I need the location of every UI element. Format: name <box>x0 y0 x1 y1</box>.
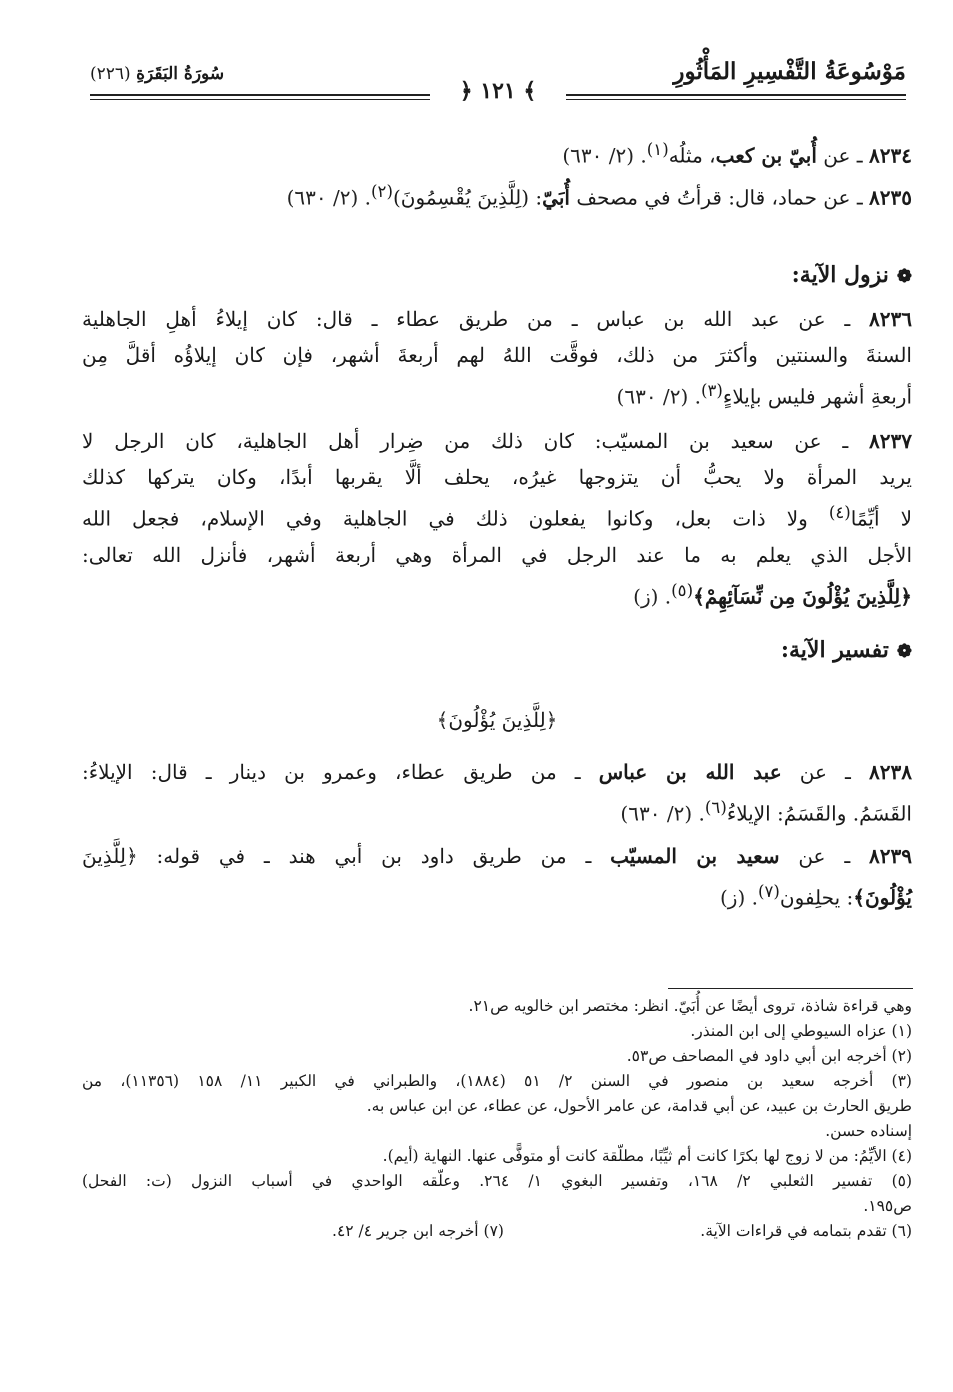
flower-ornament-icon: ❁ <box>896 266 912 288</box>
narration-number: ٨٢٣٧ <box>869 428 912 453</box>
narration-text: ـ عن سعيد بن المسيّب: كان ذلك من ضِرار أهل الجاهلية، كان الرجل لا <box>82 428 870 453</box>
narration-8237-line4: الأجل الذي يعلم به ما عند الرجل في المرأة وهي أربعة أشهر، فأنزل الله تعالى: <box>82 542 912 567</box>
narration-text: : (لِلَّذِينَ يُقْسِمُونَ) <box>393 185 543 210</box>
narration-text: ـ عن عبد الله بن عباس ـ من طريق عطاء ـ قال: كان إيلاءُ أهلِ الجاهلية <box>82 307 870 332</box>
volume-ref: . (ز) <box>719 885 758 910</box>
narration-8237-line1 <box>82 423 912 459</box>
page-header <box>90 58 906 118</box>
section-heading-tafsir <box>82 630 912 672</box>
footnote-2: (٢) أخرجه ابن أبي داود في المصاحف ص٥٣. <box>626 1047 912 1065</box>
footnote-7: (٧) أخرجه ابن جرير ٤/ ٤٢. <box>332 1222 504 1240</box>
narrator-name: عبد الله بن عباس <box>598 760 782 785</box>
footnote-3-line3: إسناده حسن. <box>825 1122 912 1140</box>
narration-number: ٨٢٣٦ <box>869 307 912 332</box>
footnote-6: (٦) تقدم بتمامه في قراءات الآية. <box>700 1222 912 1240</box>
section-title: نزول الآية: <box>791 262 889 289</box>
footnote-marker: (٥) <box>671 580 694 600</box>
narration-8236-line3 <box>82 373 912 415</box>
narration-text: لا أيِّمًا <box>850 506 913 531</box>
book-title: مَوْسُوعَةُ التَّفْسِيرِ المَأْثُورِ <box>673 58 906 85</box>
narration-text: ـ عن <box>779 843 870 868</box>
narration-8238-line1 <box>82 754 912 790</box>
narration-8235 <box>82 174 912 216</box>
narration-number: ٨٢٣٩ <box>869 843 912 868</box>
narration-8238-line2 <box>82 790 912 832</box>
footnote-marker: (٤) <box>828 502 851 522</box>
narration-8236-line2: السنةَ والسنتين وأكثرَ من ذلك، فوقَّت اللهُ لهم أربعةَ أشهر، فإن كان إيلاؤُه أقلَّ مِن <box>82 343 912 368</box>
footnote-4: (٤) الأيِّمُ: من لا زوج لها بكرًا كانت أم ثيِّبًا، مطلّقة كانت أو متوفًّى عنها. النهاية (أيم). <box>382 1147 912 1165</box>
footnote-5-line2: ص١٩٥. <box>863 1197 912 1215</box>
narration-text: ـ من طريق عطاء، وعمرو بن دينار ـ قال: الإيلاءُ: <box>82 760 599 785</box>
header-rule-left <box>90 94 430 96</box>
page-number: ﴾ ١٢١ ﴿ <box>459 78 537 104</box>
surah-name: سُورَةُ البَقَرَةِ <box>136 64 225 84</box>
narration-8237-line5 <box>82 573 912 615</box>
narrator-name: سعيد بن المسيّب <box>610 843 780 868</box>
narration-text: القَسَمُ. والقَسَمُ: الإيلاءُ <box>726 801 912 826</box>
footnote-row-6-7 <box>82 1219 912 1244</box>
footnote-3-line2: طريق الحارث بن عبيد، عن أبي قدامة، عن عامر الأحول، عن عطاء، عن ابن عباس به. <box>366 1097 912 1115</box>
section-heading-nuzul <box>82 255 912 297</box>
narration-text: ، مثلُه <box>668 143 716 168</box>
narrator-name: أُبَيّ <box>542 185 570 210</box>
narration-text: : يحلِفون <box>779 885 854 910</box>
narration-number: ٨٢٣٤ <box>869 143 912 168</box>
volume-ref: . (٢/ ٦٣٠) <box>286 185 372 210</box>
footnotes <box>82 994 912 1244</box>
narration-text: ـ عن <box>781 760 870 785</box>
volume-ref: . (ز) <box>633 584 672 609</box>
footnote-continuation: وهي قراءة شاذة، تروى أيضًا عن أُبَيّ. انظر: مختصر ابن خالويه ص٢١. <box>468 997 912 1015</box>
footnote-1: (١) عزاه السيوطي إلى ابن المنذر. <box>690 1022 912 1040</box>
verse-heading: ﴿لِلَّذِينَ يُؤْلُونَ﴾ <box>436 708 558 733</box>
narrator-name: أُبيّ بن كعب <box>715 143 817 168</box>
narration-text: ـ من طريق داود بن أبي هند ـ في قوله: ﴿لِلَّذِينَ <box>82 843 611 868</box>
narration-text: ـ عن حماد، قال: قرأتُ في مصحف <box>569 185 870 210</box>
narration-number: ٨٢٣٥ <box>869 185 912 210</box>
narration-8234 <box>82 132 912 174</box>
footnote-marker: (٦) <box>704 798 727 818</box>
header-rule-right <box>566 94 906 96</box>
narration-number: ٨٢٣٨ <box>869 760 912 785</box>
narration-8237-line3 <box>82 495 912 537</box>
footnote-marker: (٣) <box>700 381 723 401</box>
narration-8236-line1 <box>82 301 912 337</box>
narration-text: أربعةِ أشهر فليس بإيلاءٍ <box>722 384 912 409</box>
footnote-5-line1: (٥) تفسير الثعلبي ٢/ ١٦٨، وتفسير البغوي ١/ ٢٦٤. وعلّقه الواحدي في أسباب النزول (ت: الفحل) <box>82 1172 913 1190</box>
narration-8239-line1 <box>82 838 912 874</box>
narration-8239-line2 <box>82 874 912 916</box>
volume-ref: . (٢/ ٦٣٠) <box>620 801 705 826</box>
narration-text: ـ عن <box>816 143 870 168</box>
quranic-verse: ﴿لِلَّذِينَ يُؤْلُونَ مِن نِّسَآئِهِمْ﴾ <box>693 584 912 609</box>
flower-ornament-icon: ❁ <box>896 641 912 663</box>
footnote-marker: (٢) <box>371 181 393 201</box>
main-text <box>82 132 912 916</box>
footnote-marker: (١) <box>646 140 669 159</box>
footnote-marker: (٧) <box>757 881 780 901</box>
section-title: تفسير الآية: <box>780 637 889 664</box>
footnote-3-line1: (٣) أخرجه سعيد بن منصور في السنن ٢/ ٥١ (١٨٨٤)، والطبراني في الكبير ١١/ ١٥٨ (١١٣٥٦)، من <box>82 1072 912 1090</box>
footnote-divider <box>668 988 913 989</box>
volume-ref: . (٢/ ٦٣٠) <box>616 384 701 409</box>
volume-ref: . (٢/ ٦٣٠) <box>562 143 647 168</box>
quranic-verse: يُؤْلُونَ﴾ <box>853 885 912 910</box>
verse-ref: (٢٢٦) <box>90 64 131 84</box>
narration-text: ولا ذات بعل، وكانوا يفعلون ذلك في الجاهلية وفي الإسلام، فجعل الله <box>82 506 829 531</box>
surah-label <box>90 64 224 84</box>
narration-8237-line2: يريد المرأة ولا يحبُّ أن يتزوجها غيرُه، يحلف ألَّا يقربها أبدًا، وكان يتركها كذلك <box>82 464 912 489</box>
